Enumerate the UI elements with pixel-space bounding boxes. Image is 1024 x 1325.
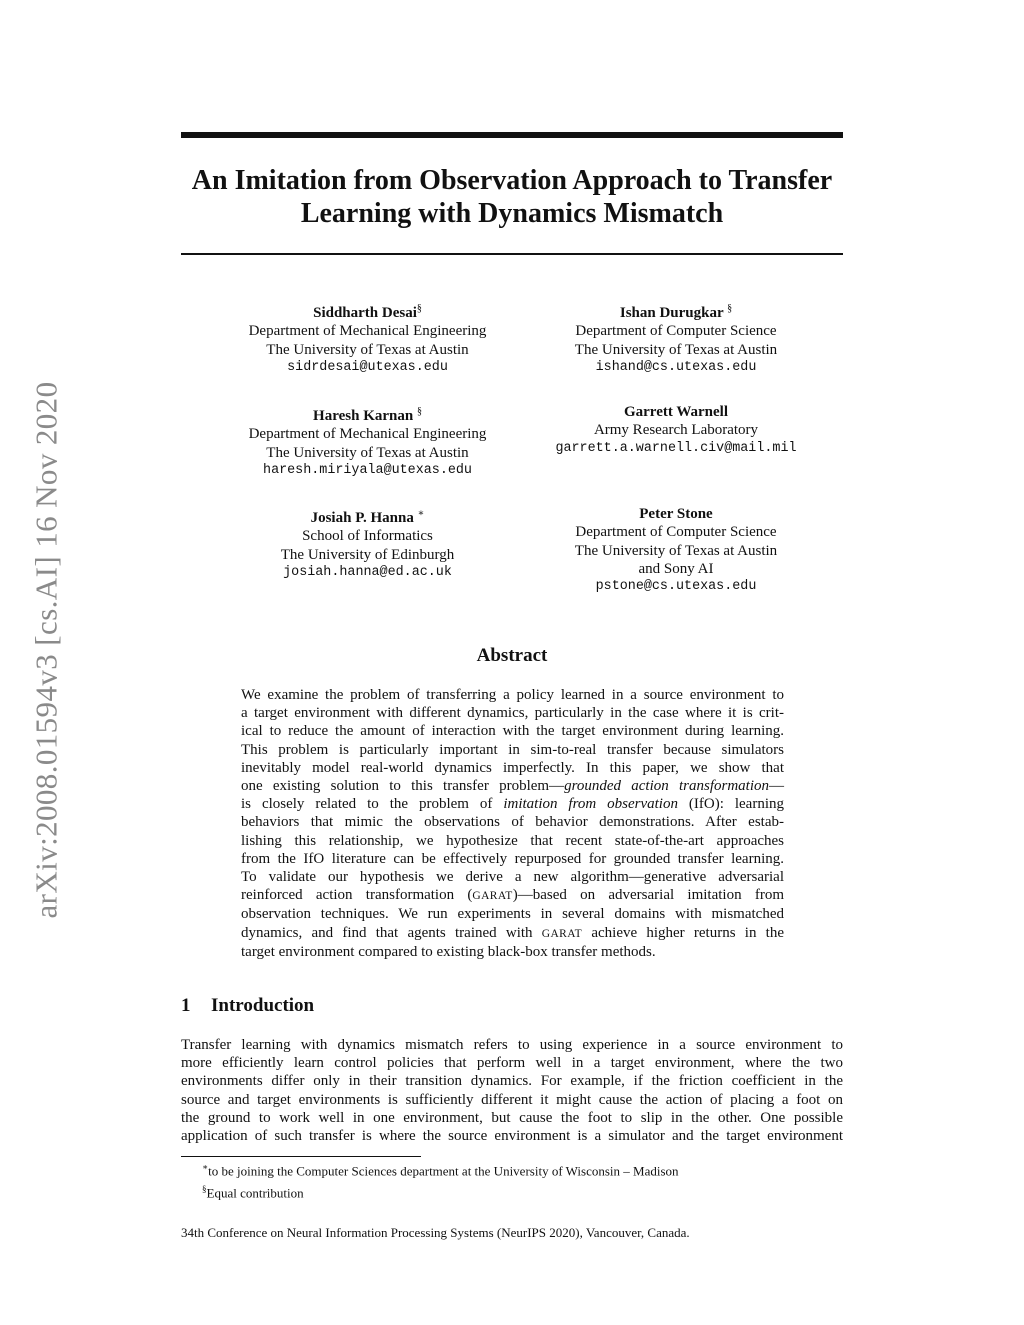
footnote: ∗to be joining the Computer Sciences department at the University of Wisconsin – Madison bbox=[202, 1162, 679, 1179]
author-affiliation: The University of Texas at Austin bbox=[574, 341, 778, 358]
title-line-1: An Imitation from Observation Approach to Transfer bbox=[191, 165, 833, 196]
author-block-stone bbox=[500, 505, 852, 596]
abstract-heading: Abstract bbox=[476, 645, 548, 666]
author-affiliation: Department of Mechanical Engineering bbox=[248, 323, 487, 340]
title-line-2: Learning with Dynamics Mismatch bbox=[300, 198, 724, 229]
italic-term: grounded action transformation bbox=[564, 778, 769, 795]
intro-line: Transfer learning with dynamics mismatch refers to using experience in a source environment to bbox=[181, 1037, 843, 1053]
author-email: sidrdesai@utexas.edu bbox=[287, 359, 448, 375]
author-affiliation: Department of Computer Science bbox=[575, 323, 777, 340]
abstract-line: lishing this relationship, we hypothesize that recent state-of-the-art approaches bbox=[241, 832, 784, 849]
arxiv-identifier: arXiv:2008.01594v3 [cs.AI] 16 Nov 2020 bbox=[28, 381, 63, 919]
author-block-durugkar bbox=[500, 300, 852, 377]
author-affiliation: The University of Texas at Austin bbox=[266, 444, 469, 461]
abstract-line: is closely related to the problem of imitation from observation (IfO): learning bbox=[241, 796, 784, 813]
abstract-line: To validate our hypothesis we derive a new algorithm—generative adversarial bbox=[241, 869, 784, 886]
author-block-warnell bbox=[500, 403, 852, 458]
section-title: Introduction bbox=[211, 995, 315, 1016]
author-email: pstone@cs.utexas.edu bbox=[595, 579, 757, 595]
abstract-line: from the IfO literature can be effectively repurposed for grounded transfer learning. bbox=[241, 850, 784, 867]
title-rule-bottom bbox=[181, 253, 843, 255]
abstract-line: target environment compared to existing black-box transfer methods. bbox=[241, 943, 656, 960]
abstract-line: one existing solution to this transfer problem—grounded action transformation— bbox=[241, 778, 784, 795]
author-affiliation: Department of Mechanical Engineering bbox=[248, 426, 487, 443]
abstract-line: observation techniques. We run experiments in several domains with mismatched bbox=[241, 906, 784, 923]
author-affiliation: and Sony AI bbox=[638, 560, 714, 577]
author-block-karnan bbox=[200, 403, 535, 480]
intro-line: environments differ only in their transition dynamics. For example, if the friction coefficient in the bbox=[181, 1073, 843, 1090]
intro-line: application of such transfer is where the source environment is a simulator and the target environment bbox=[181, 1128, 843, 1145]
intro-line: source and target environments is sufficiently different it might cause the action of placing a foot on bbox=[181, 1091, 843, 1108]
conference-note: 34th Conference on Neural Information Processing Systems (NeurIPS 2020), Vancouver, Canada. bbox=[181, 1225, 690, 1240]
abstract-line: This problem is particularly important in sim-to-real transfer because simulators bbox=[241, 741, 784, 758]
author-name: Peter Stone bbox=[639, 506, 713, 522]
italic-term: imitation from observation bbox=[503, 796, 678, 813]
author-block-hanna bbox=[200, 505, 535, 582]
author-email: ishand@cs.utexas.edu bbox=[595, 359, 757, 375]
author-email: haresh.miriyala@utexas.edu bbox=[263, 462, 472, 478]
author-affiliation: The University of Texas at Austin bbox=[574, 542, 778, 559]
author-email: josiah.hanna@ed.ac.uk bbox=[283, 564, 452, 580]
author-affiliation: The University of Texas at Austin bbox=[266, 341, 469, 358]
introduction-body bbox=[181, 1036, 843, 1145]
author-name: Siddharth Desai§ bbox=[313, 303, 422, 321]
intro-line: the ground to work well in one environment, but cause the foot to slip in the other. One possible bbox=[181, 1109, 843, 1126]
footnotes bbox=[202, 1158, 842, 1203]
footnote-rule bbox=[181, 1156, 421, 1157]
abstract-body bbox=[241, 686, 784, 961]
footnote: §Equal contribution bbox=[202, 1184, 304, 1201]
abstract-line: We examine the problem of transferring a policy learned in a source environment to bbox=[241, 687, 784, 703]
author-affiliation: School of Informatics bbox=[302, 528, 433, 545]
algorithm-name: GARAT bbox=[472, 890, 513, 903]
author-email: garrett.a.warnell.civ@mail.mil bbox=[555, 440, 797, 456]
abstract-line: ical to reduce the amount of interaction with the target environment during learning. bbox=[241, 723, 784, 740]
algorithm-name: GARAT bbox=[541, 927, 583, 940]
section-number: 1 bbox=[181, 995, 191, 1016]
abstract-line: reinforced action transformation (GARAT)—based on adversarial imitation from bbox=[241, 887, 784, 904]
author-affiliation: The University of Edinburgh bbox=[280, 546, 455, 563]
abstract-line: inevitably model real-world dynamics imperfectly. In this paper, we show that bbox=[241, 759, 784, 776]
author-affiliation: Army Research Laboratory bbox=[593, 422, 759, 439]
abstract-line: dynamics, and find that agents trained with GARAT achieve higher returns in the bbox=[241, 924, 784, 941]
author-block-desai bbox=[200, 300, 535, 377]
paper-title bbox=[181, 164, 843, 230]
author-name: Josiah P. Hanna ∗ bbox=[310, 508, 425, 526]
title-rule-top bbox=[181, 132, 843, 138]
author-name: Garrett Warnell bbox=[623, 404, 728, 420]
abstract-line: behaviors that mimic the observations of behavior demonstrations. After estab- bbox=[241, 814, 784, 831]
author-affiliation: Department of Computer Science bbox=[575, 524, 777, 541]
section-heading-introduction bbox=[181, 995, 681, 1017]
abstract-line: a target environment with different dynamics, particularly in the case where it is crit- bbox=[241, 705, 784, 722]
author-name: Haresh Karnan § bbox=[313, 406, 422, 424]
author-name: Ishan Durugkar § bbox=[619, 303, 733, 321]
intro-line: more efficiently learn control policies that perform well in a target environment, where the two bbox=[181, 1055, 843, 1072]
